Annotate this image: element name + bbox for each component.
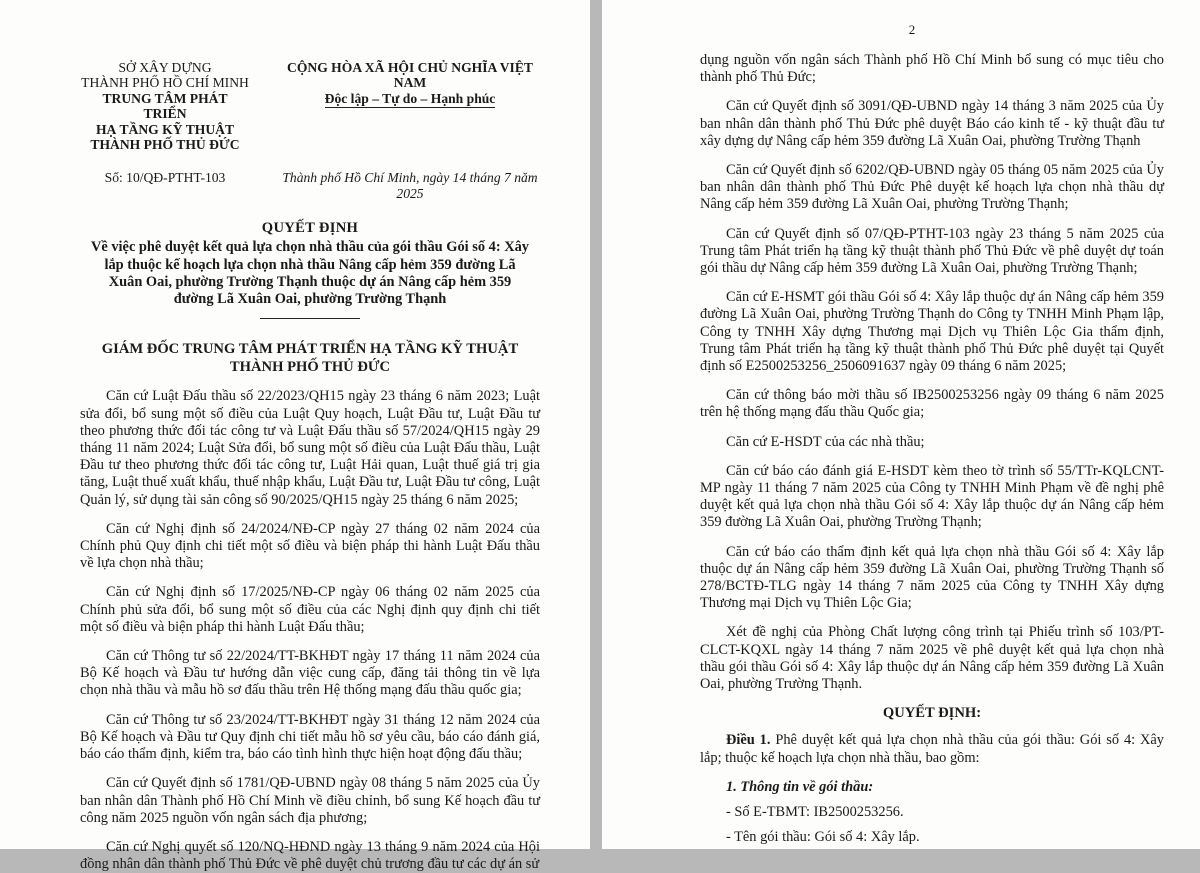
legal-basis-paragraph: Căn cứ báo cáo thẩm định kết quả lựa chọn nhà thầu Gói số 4: Xây lắp thuộc dự án Nâng cấp hẻm 359 đường Lã Xuân Oai, phường Trường Thạnh số 278/BCTĐ-TLG ngày 14 tháng 7 năm 2025 của Công ty TNHH Xây dựng Thương mại Dịch vụ Thiên Lộc Gia;	[700, 543, 1164, 612]
legal-basis-paragraph: Căn cứ E-HSDT của các nhà thầu;	[726, 433, 925, 450]
legal-basis-paragraph: Căn cứ Quyết định số 3091/QĐ-UBND ngày 14 tháng 3 năm 2025 của Ủy ban nhân dân thành phố Thủ Đức phê duyệt Báo cáo kinh tế - kỹ thuật đầu tư xây dựng dự Nâng cấp hẻm 359 đường Lã Xuân Oai, phường Trường Thạnh	[700, 98, 1164, 149]
agency-line: THÀNH PHỐ HỒ CHÍ MINH	[81, 75, 249, 91]
document-number: Số: 10/QĐ-PTHT-103	[104, 170, 226, 186]
article-label: Điều 1.	[726, 732, 771, 749]
agency-line: HẠ TẦNG KỸ THUẬT	[95, 121, 235, 137]
document-title: QUYẾT ĐỊNH	[261, 220, 359, 237]
legal-basis-paragraph: Căn cứ Quyết định số 6202/QĐ-UBND ngày 05 tháng 05 năm 2025 của Ủy ban nhân dân thành phố Thủ Đức Phê duyệt kế hoạch lựa chọn nhà thầu dự Nâng cấp hẻm 359 đường Lã Xuân Oai, phường Trường Thạnh;	[700, 162, 1164, 213]
legal-basis-paragraph: Căn cứ báo cáo đánh giá E-HSDT kèm theo tờ trình số 55/TTr-KQLCNT-MP ngày 11 tháng 7 năm 2025 của Công ty TNHH Minh Phạm về đề nghị phê duyệt kết quả lựa chọn nhà thầu Gói số 4: Xây lắp thuộc dự án Nâng cấp hẻm 359 đường Lã Xuân Oai, phường Trường Thạnh;	[700, 462, 1164, 531]
legal-basis-paragraph: Căn cứ Luật Đấu thầu số 22/2023/QH15 ngày 23 tháng 6 năm 2023; Luật sửa đổi, bổ sung một số điều của Luật Quy hoạch, Luật Đầu tư, Luật Đầu tư theo phương thức đối tác công tư và Luật Đấu thầu số 57/2024/QH15 ngày 29 tháng 11 năm 2024; Luật Sửa đổi, bổ sung một số điều của Luật Đấu thầu, Luật Đầu tư theo phương thức đối tác công tư, Luật Hải quan, Luật thuế giá trị gia tăng, Luật thuế xuất khẩu, thuế nhập khẩu, Luật Đầu tư, Luật Đầu tư công, Luật Quản lý, sử dụng tài sản công số 90/2025/QH15 ngày 25 tháng 6 năm 2025;	[80, 388, 540, 508]
legal-basis-paragraph: Căn cứ Nghị định số 17/2025/NĐ-CP ngày 06 tháng 02 năm 2025 của Chính phủ sửa đổi, bổ sung một số điều của các Nghị định quy định chi tiết một số điều và biện pháp thi hành Luật Đấu thầu;	[80, 584, 540, 635]
document-subtitle: Về việc phê duyệt kết quả lựa chọn nhà thầu của gói thầu Gói số 4: Xây lắp thuộc kế hoạch lựa chọn nhà thầu Nâng cấp hẻm 359 đường Lã Xuân Oai, phường Trường Thạnh thuộc dự án Nâng cấp hẻm 359 đường Lã Xuân Oai, phường Trường Thạnh	[90, 239, 529, 308]
info-heading: 1. Thông tin về gói thầu:	[726, 778, 874, 795]
legal-basis-paragraph: Căn cứ thông báo mời thầu số IB2500253256 ngày 09 tháng 6 năm 2025 trên hệ thống mạng đấu thầu Quốc gia;	[700, 387, 1164, 421]
page-number: 2	[908, 22, 916, 37]
director-heading: GIÁM ĐỐC TRUNG TÂM PHÁT TRIỂN HẠ TẦNG KỸ THUẬT THÀNH PHỐ THỦ ĐỨC	[101, 341, 519, 375]
motto: Độc lập – Tự do – Hạnh phúc	[325, 91, 496, 108]
proposal-paragraph: Xét đề nghị của Phòng Chất lượng công trình tại Phiếu trình số 103/PT-CLCT-KQXL ngày 14 tháng 7 năm 2025 về phê duyệt kết quả lựa chọn nhà thầu gói thầu Gói số 4: Xây lắp thuộc dự án Nâng cấp hẻm 359 đường Lã Xuân Oai, phường Trường Thạnh.	[700, 624, 1164, 693]
document-page-1	[0, 0, 590, 873]
agency-line: SỞ XÂY DỰNG	[118, 60, 212, 75]
decision-heading: QUYẾT ĐỊNH:	[882, 705, 982, 722]
article-text: Phê duyệt kết quả lựa chọn nhà thầu của gói thầu: Gói số 4: Xây lắp; thuộc kế hoạch lựa chọn nhà thầu, bao gồm:	[700, 732, 1164, 766]
document-header	[80, 60, 540, 152]
issuing-agency	[80, 60, 250, 152]
legal-basis-paragraph: Căn cứ Nghị quyết số 120/NQ-HĐND ngày 13 tháng 9 năm 2024 của Hội đồng nhân dân thành phố Thủ Đức về phê duyệt chủ trương đầu tư các dự án sử	[80, 838, 540, 873]
national-motto	[250, 60, 540, 152]
agency-line: THÀNH PHỐ THỦ ĐỨC	[90, 137, 240, 153]
article-1	[700, 732, 1164, 766]
country-name: CỘNG HÒA XÃ HỘI CHỦ NGHĨA VIỆT NAM	[287, 60, 533, 91]
legal-basis-paragraph: Căn cứ E-HSMT gói thầu Gói số 4: Xây lắp thuộc dự án Nâng cấp hẻm 359 đường Lã Xuân Oai, phường Trường Thạnh do Công ty TNHH Minh Phạm lập, Công ty TNHH Xây dựng Thương mại Dịch vụ Thiên Lộc Gia thẩm định, Trung tâm Phát triển hạ tầng kỹ thuật thành phố Thủ Đức phê duyệt tại Quyết định số E2500253256_2506091637 ngày 09 tháng 6 năm 2025;	[700, 289, 1164, 375]
info-item: - Số E-TBMT: IB2500253256.	[726, 803, 904, 820]
legal-basis-paragraph: Căn cứ Nghị định số 24/2024/NĐ-CP ngày 27 tháng 02 năm 2024 của Chính phủ Quy định chi tiết một số điều và biện pháp thi hành Luật Đấu thầu về lựa chọn nhà thầu;	[80, 520, 540, 572]
legal-basis-paragraph: Căn cứ Quyết định số 07/QĐ-PTHT-103 ngày 23 tháng 5 năm 2025 của Trung tâm Phát triển hạ tầng kỹ thuật thành phố Thủ Đức về phê duyệt dự toán gói thầu dự Nâng cấp hẻm 359 đường Lã Xuân Oai, phường Trường Thạnh;	[700, 225, 1164, 277]
legal-basis-paragraph: Căn cứ Thông tư số 23/2024/TT-BKHĐT ngày 31 tháng 12 năm 2024 của Bộ Kế hoạch và Đầu tư Quy định chi tiết mẫu hồ sơ yêu cầu, báo cáo đánh giá, báo cáo thẩm định, kiểm tra, báo cáo tình hình thực hiện hoạt động đấu thầu;	[80, 711, 540, 763]
title-divider	[260, 318, 360, 319]
legal-basis-paragraph: Căn cứ Quyết định số 1781/QĐ-UBND ngày 08 tháng 5 năm 2025 của Ủy ban nhân dân Thành phố Hồ Chí Minh về điều chỉnh, bổ sung Kế hoạch đầu tư công năm 2025 nguồn vốn ngân sách địa phương;	[80, 775, 540, 826]
agency-line: TRUNG TÂM PHÁT TRIỂN	[102, 90, 228, 122]
document-meta	[80, 170, 540, 202]
info-item: - Tên gói thầu: Gói số 4: Xây lắp.	[726, 829, 920, 846]
continued-paragraph: dụng nguồn vốn ngân sách Thành phố Hồ Chí Minh bổ sung có mục tiêu cho thành phố Thủ Đức;	[700, 52, 1164, 86]
document-page-2	[602, 0, 1200, 849]
legal-basis-paragraph: Căn cứ Thông tư số 22/2024/TT-BKHĐT ngày 17 tháng 11 năm 2024 của Bộ Kế hoạch và Đầu tư hướng dẫn việc cung cấp, đăng tải thông tin về lựa chọn nhà thầu và mẫu hồ sơ đấu thầu trên Hệ thống mạng đấu thầu quốc gia;	[80, 648, 540, 699]
document-date: Thành phố Hồ Chí Minh, ngày 14 tháng 7 năm 2025	[282, 170, 538, 202]
